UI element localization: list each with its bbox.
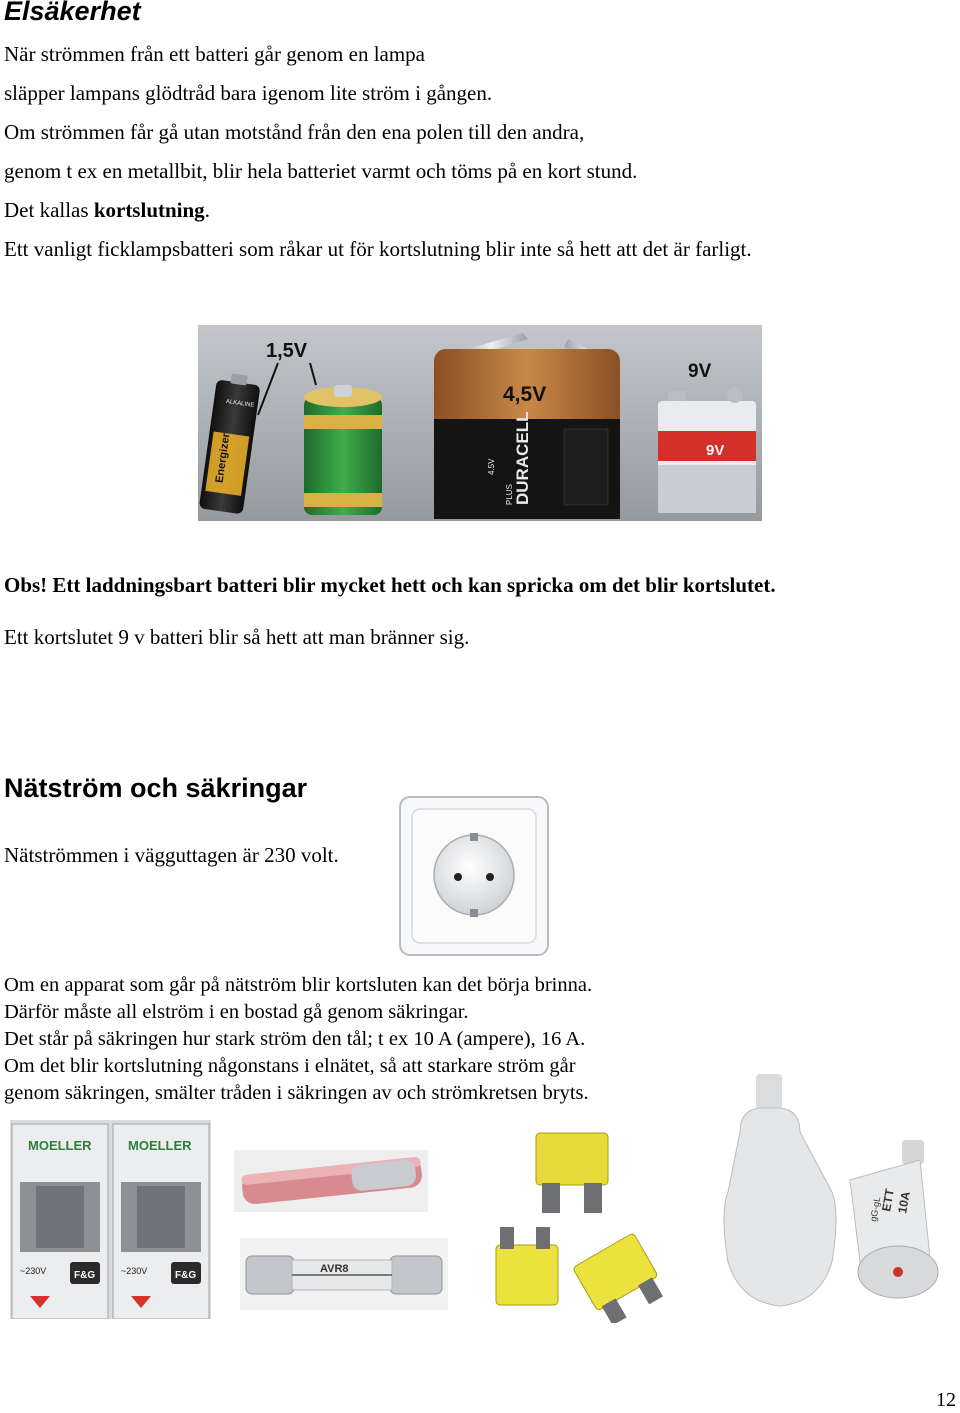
- flat-4-5v-battery: [434, 333, 620, 519]
- svg-text:~230V: ~230V: [121, 1266, 148, 1276]
- text-line-6: Ett vanligt ficklampsbatteri som råkar ut för kortslutning blir inte så hett att det är farligt.: [4, 237, 752, 261]
- breaker-right: [113, 1124, 209, 1319]
- text-line-3: Om strömmen får gå utan motstånd från den ena polen till den andra,: [4, 120, 585, 144]
- text-line-5-suffix: .: [204, 198, 210, 222]
- fuse-para-line-5: genom säkringen, smälter tråden i säkringen av och strömkretsen bryts.: [4, 1082, 589, 1104]
- wall-socket-svg: [398, 795, 550, 957]
- voltage-line: Nätströmmen i vägguttagen är 230 volt.: [4, 843, 339, 867]
- term-kortslutning: kortslutning: [93, 198, 205, 222]
- glass-fuse-svg: [240, 1238, 448, 1310]
- svg-text:gG-gL: gG-gL: [868, 1195, 883, 1223]
- text-line-2: släpper lampans glödtråd bara igenom lite ström i gången.: [4, 81, 493, 105]
- circuit-breakers-svg: [10, 1120, 211, 1319]
- blade-fuses-svg: [486, 1115, 682, 1323]
- page-number: 12: [936, 1389, 956, 1411]
- wall-socket-photo: [398, 795, 550, 957]
- text-line-1: När strömmen från ett batteri går genom en lampa: [4, 42, 426, 66]
- svg-text:F&G: F&G: [175, 1270, 197, 1281]
- ceramic-tube-fuse-photo: [234, 1150, 428, 1212]
- fuse-para-line-2: Därför måste all elström i en bostad gå genom säkringar.: [4, 1001, 469, 1023]
- svg-text:Energizer: Energizer: [213, 432, 233, 484]
- fuse-para-line-4: Om det blir kortslutning någonstans i elnätet, så att starkare ström går: [4, 1055, 576, 1077]
- section-title-elsakerhet: Elsäkerhet: [4, 0, 141, 26]
- svg-text:ALKALINE: ALKALINE: [225, 398, 255, 409]
- text-line-5-prefix: Det kallas: [4, 198, 94, 222]
- text-line-5: [4, 197, 210, 223]
- plug-fuses-photo: [720, 1062, 942, 1318]
- section-title-natstrom: Nätström och säkringar: [4, 773, 308, 803]
- label-1-5v: 1,5V: [266, 340, 308, 362]
- svg-text:10A: 10A: [895, 1190, 913, 1215]
- svg-text:F&G: F&G: [74, 1270, 96, 1281]
- svg-text:9V: 9V: [706, 442, 725, 459]
- fuse-para-line-1: Om en apparat som går på nätström blir kortsluten kan det börja brinna.: [4, 974, 593, 996]
- svg-text:4.5V: 4.5V: [487, 458, 496, 475]
- c-battery: [304, 385, 382, 515]
- svg-text:AVR8: AVR8: [320, 1263, 349, 1275]
- svg-text:MOELLER: MOELLER: [128, 1138, 192, 1153]
- battery-photo: [198, 325, 762, 521]
- glass-fuse-photo: [240, 1238, 448, 1310]
- circuit-breakers-photo: [10, 1120, 211, 1319]
- svg-text:~230V: ~230V: [20, 1266, 47, 1276]
- text-line-4: genom t ex en metallbit, blir hela batteriet varmt och töms på en kort stund.: [4, 159, 638, 183]
- 9v-battery: [658, 387, 756, 513]
- svg-text:PLUS: PLUS: [505, 484, 514, 505]
- warning-line-2: Ett kortslutet 9 v batteri blir så hett att man bränner sig.: [4, 625, 470, 649]
- svg-text:ETT: ETT: [879, 1187, 897, 1213]
- plug-fuses-svg: [720, 1062, 942, 1318]
- blade-fuses-photo: [486, 1115, 682, 1323]
- label-4-5v: 4,5V: [503, 383, 547, 406]
- ceramic-tube-fuse-svg: [234, 1150, 428, 1212]
- svg-text:MOELLER: MOELLER: [28, 1138, 92, 1153]
- breaker-left: [12, 1124, 108, 1319]
- fuse-para-line-3: Det står på säkringen hur stark ström den tål; t ex 10 A (ampere), 16 A.: [4, 1028, 586, 1050]
- battery-photo-svg: [198, 325, 762, 521]
- label-9v: 9V: [688, 361, 712, 382]
- svg-text:DURACELL: DURACELL: [513, 411, 532, 505]
- warning-obs: Obs! Ett laddningsbart batteri blir mycket hett och kan spricka om det blir kortslutet.: [4, 573, 776, 597]
